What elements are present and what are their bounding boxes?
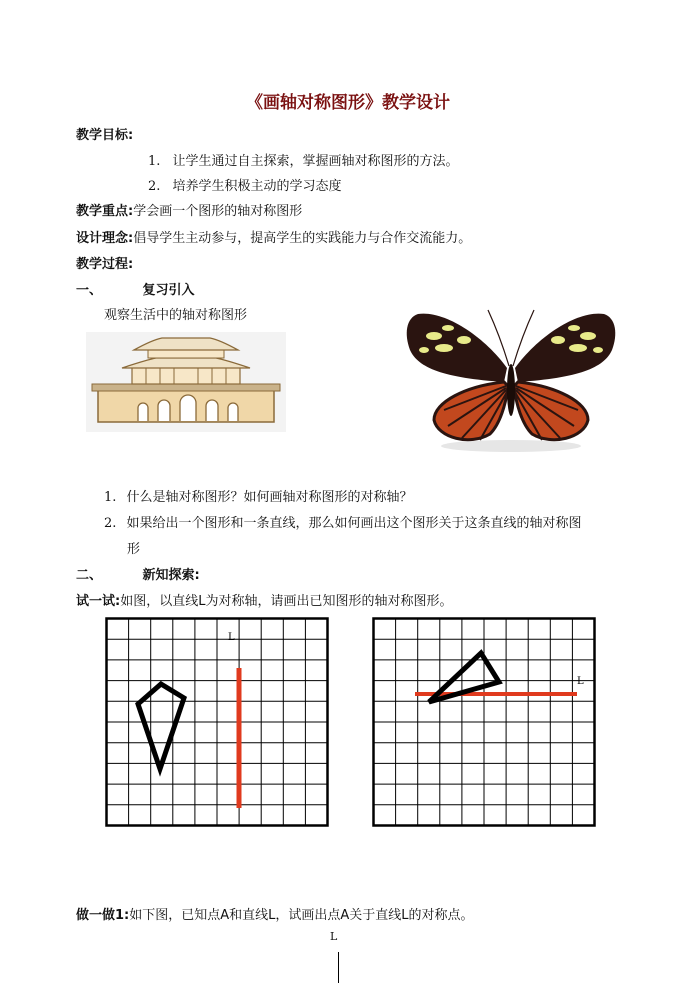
bottom-axis-line bbox=[338, 952, 339, 983]
building-illustration bbox=[86, 332, 286, 432]
left-wings bbox=[407, 314, 508, 440]
objective-text: 让学生通过自主探索，掌握画轴对称图形的方法。 bbox=[172, 154, 459, 169]
section2-title: 新知探索: bbox=[142, 568, 200, 583]
objective-item-1 bbox=[148, 150, 459, 169]
objectives-label: 教学目标: bbox=[76, 128, 134, 143]
base-top-ledge bbox=[92, 384, 280, 391]
question-text: 什么是轴对称图形？如何画轴对称图形的对称轴？ bbox=[126, 490, 413, 505]
gate-tower-body bbox=[132, 366, 240, 384]
section1-num: 一、 bbox=[76, 283, 103, 298]
right-axis-label: L bbox=[577, 676, 584, 687]
section1-title: 复习引入 bbox=[142, 283, 195, 298]
section2-num: 二、 bbox=[76, 568, 103, 583]
question-num: 1. bbox=[104, 490, 117, 505]
question-text: 如果给出一个图形和一条直线，那么如何画出这个图形关于这条直线的轴对称图 bbox=[126, 516, 582, 531]
kite-shape bbox=[138, 684, 184, 769]
left-axis-label: L bbox=[228, 632, 235, 643]
key-point-label: 教学重点: bbox=[76, 204, 134, 219]
right-grid-figure bbox=[371, 616, 597, 828]
key-point bbox=[76, 200, 302, 219]
question-2 bbox=[104, 512, 582, 531]
design-idea-text: 倡导学生主动参与，提高学生的实践能力与合作交流能力。 bbox=[133, 231, 472, 246]
left-grid-figure bbox=[104, 616, 330, 828]
design-idea-label: 设计理念: bbox=[76, 231, 134, 246]
section2-heading bbox=[76, 564, 200, 583]
objective-text: 培养学生积极主动的学习态度 bbox=[172, 179, 342, 194]
bottom-axis-label: L bbox=[330, 930, 338, 943]
section1-intro: 观察生活中的轴对称图形 bbox=[104, 308, 248, 323]
butterfly-illustration bbox=[404, 306, 618, 454]
design-idea bbox=[76, 227, 471, 246]
key-point-text: 学会画一个图形的轴对称图形 bbox=[133, 204, 303, 219]
try-text: 如图，以直线L为对称轴，请画出已知图形的轴对称图形。 bbox=[120, 594, 453, 609]
left-grid-lines bbox=[107, 619, 328, 826]
butterfly-shadow bbox=[441, 440, 581, 452]
objective-item-2 bbox=[148, 175, 342, 194]
process-label: 教学过程: bbox=[76, 257, 134, 272]
question-num: 2. bbox=[104, 516, 117, 531]
right-grid-lines bbox=[374, 619, 595, 826]
butterfly-body bbox=[507, 364, 515, 416]
do-exercise-1 bbox=[76, 904, 474, 923]
objective-num: 2. bbox=[148, 179, 161, 194]
question-2-continuation: 形 bbox=[127, 542, 141, 557]
try-exercise bbox=[76, 590, 452, 609]
do1-label: 做一做1: bbox=[76, 908, 130, 923]
objective-num: 1. bbox=[148, 154, 161, 169]
question-1 bbox=[104, 486, 413, 505]
section1-heading bbox=[76, 279, 195, 298]
right-wings bbox=[514, 314, 615, 440]
do1-text: 如下图，已知点A和直线L，试画出点A关于直线L的对称点。 bbox=[129, 908, 474, 923]
page-title: 《画轴对称图形》教学设计 bbox=[246, 93, 450, 113]
try-label: 试一试: bbox=[76, 594, 121, 609]
